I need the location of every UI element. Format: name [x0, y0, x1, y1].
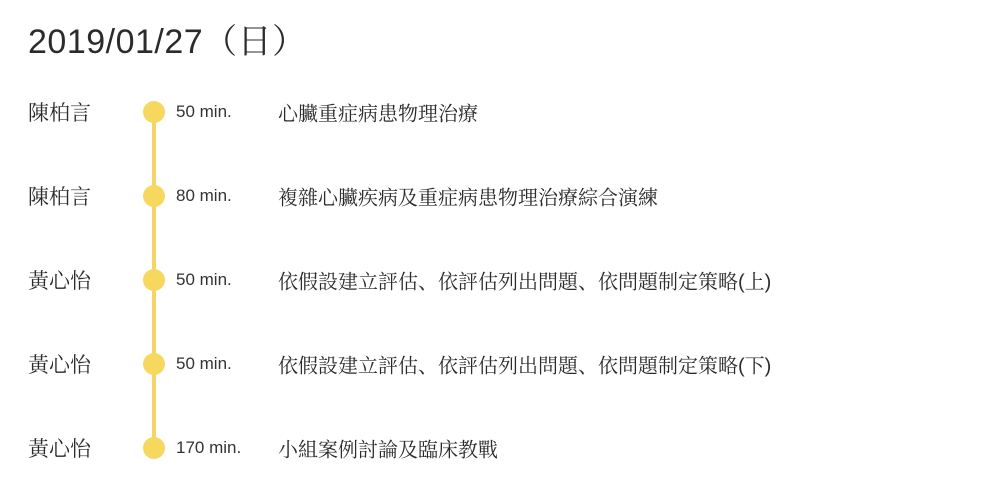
speaker-name: 陳柏言	[28, 186, 91, 209]
session-duration: 50 min.	[176, 102, 232, 121]
session-duration: 50 min.	[176, 354, 232, 373]
session-duration: 80 min.	[176, 186, 232, 205]
session-duration: 50 min.	[176, 270, 232, 289]
speaker-name: 黃心怡	[28, 354, 91, 377]
page-title: 2019/01/27（日）	[28, 23, 307, 61]
timeline-row	[0, 238, 982, 322]
schedule-timeline	[0, 70, 982, 490]
session-topic: 依假設建立評估、依評估列出問題、依問題制定策略(下)	[278, 355, 772, 378]
timeline-dot-icon	[143, 353, 165, 375]
session-duration: 170 min.	[176, 438, 242, 457]
timeline-dot-icon	[143, 101, 165, 123]
session-topic: 心臟重症病患物理治療	[278, 103, 478, 126]
speaker-name: 陳柏言	[28, 102, 91, 125]
speaker-name: 黃心怡	[28, 270, 91, 293]
timeline-dot-icon	[143, 437, 165, 459]
speaker-name: 黃心怡	[28, 438, 91, 461]
session-topic: 複雜心臟疾病及重症病患物理治療綜合演練	[278, 187, 658, 210]
timeline-row	[0, 406, 982, 490]
timeline-dot-icon	[143, 269, 165, 291]
session-topic: 依假設建立評估、依評估列出問題、依問題制定策略(上)	[278, 271, 772, 294]
timeline-row	[0, 322, 982, 406]
timeline-row	[0, 70, 982, 154]
timeline-row	[0, 154, 982, 238]
session-topic: 小組案例討論及臨床教戰	[278, 439, 498, 462]
timeline-dot-icon	[143, 185, 165, 207]
